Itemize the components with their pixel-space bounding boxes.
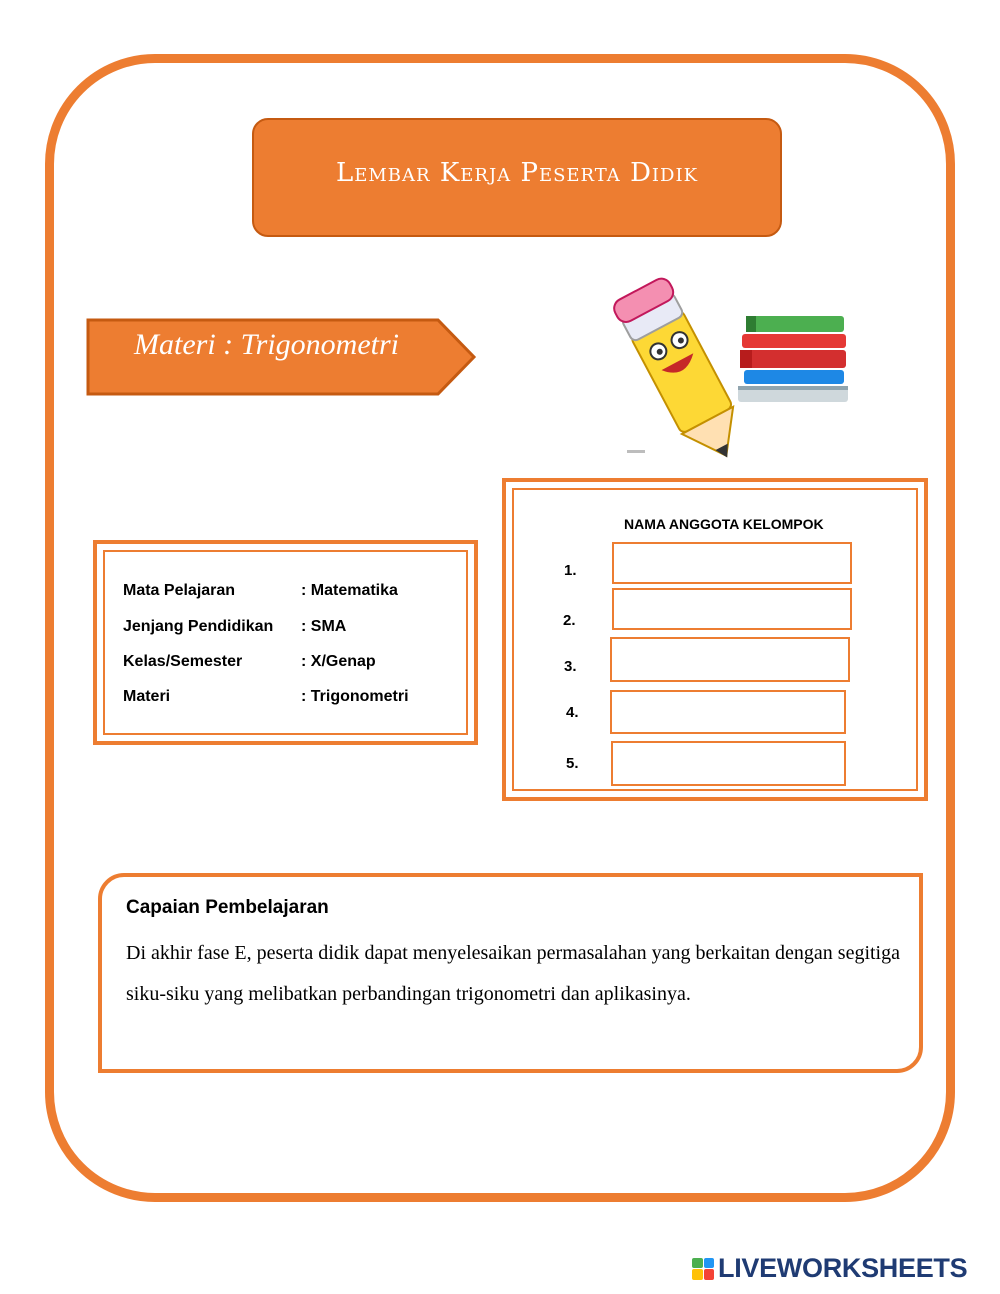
books-icon	[738, 316, 848, 402]
member-number: 4.	[566, 704, 579, 721]
member-number: 5.	[566, 755, 579, 772]
liveworksheets-logo	[692, 1253, 967, 1284]
capaian-title: Capaian Pembelajaran	[126, 897, 329, 918]
brand-name: LIVEWORKSHEETS	[718, 1253, 968, 1283]
member-number: 2.	[563, 612, 576, 629]
member-input-1[interactable]	[612, 542, 852, 584]
group-members-box	[502, 478, 928, 801]
worksheet-title: Lembar Kerja Peserta Didik	[335, 157, 699, 188]
member-number: 1.	[564, 562, 577, 579]
member-input-3[interactable]	[610, 637, 850, 682]
info-row-subject: Mata Pelajaran : Matematika	[123, 582, 398, 599]
liveworksheets-logo-icon	[692, 1258, 714, 1280]
capaian-box	[98, 873, 923, 1073]
member-number: 3.	[564, 658, 577, 675]
capaian-text: Di akhir fase E, peserta didik dapat menyelesaikan permasalahan yang berkaitan dengan segitiga siku-siku yang melibatkan perbandingan trigonometri dan aplikasinya.	[126, 942, 900, 1005]
materi-banner	[86, 318, 478, 396]
pencil-books-illustration	[612, 276, 856, 462]
info-row-class: Kelas/Semester : X/Genap	[123, 653, 376, 670]
member-input-5[interactable]	[611, 741, 846, 786]
pencil-icon	[612, 276, 755, 462]
title-banner	[252, 118, 782, 237]
info-row-materi: Materi : Trigonometri	[123, 688, 409, 705]
info-row-level: Jenjang Pendidikan : SMA	[123, 618, 347, 635]
group-title: NAMA ANGGOTA KELOMPOK	[624, 516, 824, 532]
subject-info-box	[93, 540, 478, 745]
materi-label: Materi : Trigonometri	[134, 328, 400, 361]
member-input-4[interactable]	[610, 690, 846, 734]
member-input-2[interactable]	[612, 588, 852, 630]
